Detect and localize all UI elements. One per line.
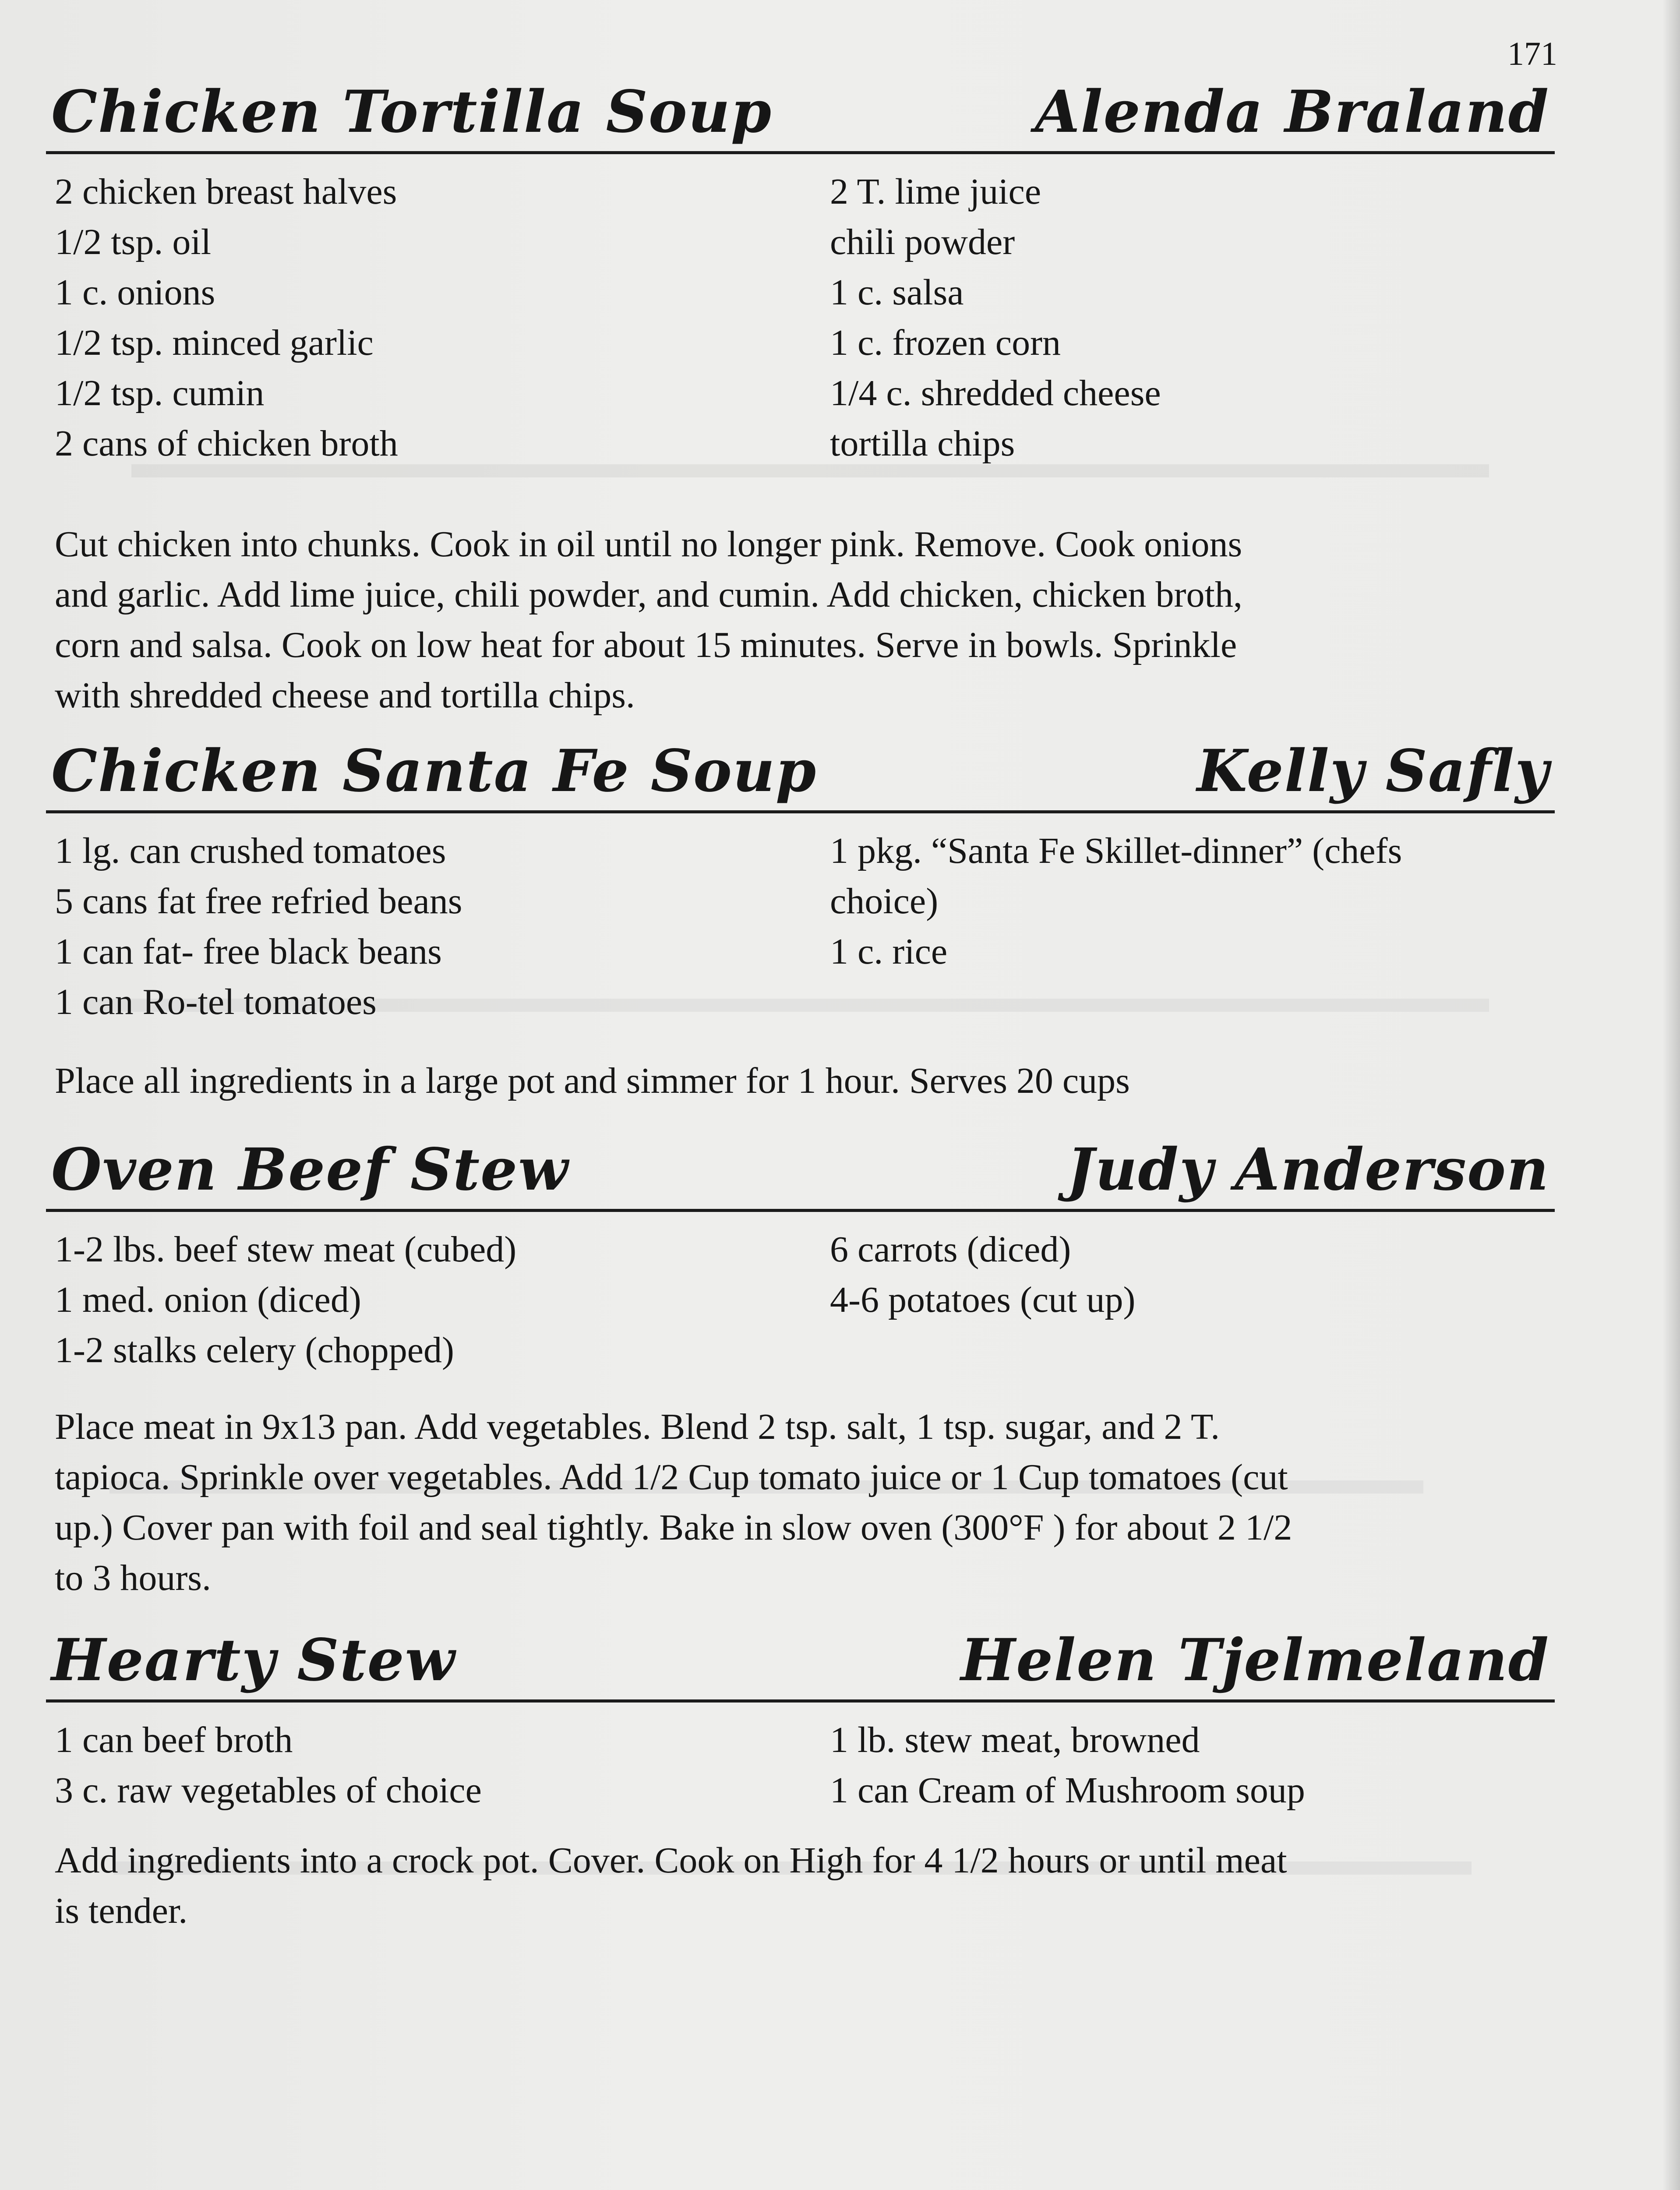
recipe-directions	[55, 519, 1553, 721]
ingredient: 1/2 tsp. cumin	[55, 373, 265, 413]
ingredient: 1/4 c. shredded cheese	[830, 373, 1161, 413]
page-edge-shadow	[1662, 0, 1680, 2190]
ingredient: 2 chicken breast halves	[55, 171, 397, 212]
ingredients-right	[830, 1715, 1305, 1816]
recipe-author: Judy Anderson	[1067, 1136, 1549, 1204]
ingredient: 1/2 tsp. oil	[55, 222, 212, 262]
ingredient: 1 c. salsa	[830, 272, 964, 313]
directions-line: tapioca. Sprinkle over vegetables. Add 1/2 Cup tomato juice or 1 Cup tomatoes (cut	[55, 1457, 1288, 1498]
ingredient: 1 c. onions	[55, 272, 215, 313]
ingredient: choice)	[830, 881, 939, 922]
ingredient: 5 cans fat free refried beans	[55, 881, 462, 922]
recipe-title: Hearty Stew	[51, 1626, 456, 1694]
ingredient: 1 med. onion (diced)	[55, 1279, 361, 1320]
recipe-author: Helen Tjelmeland	[960, 1626, 1549, 1694]
directions-line: is tender.	[55, 1890, 188, 1931]
ingredient: 1 lb. stew meat, browned	[830, 1720, 1200, 1760]
recipe-oven-beef-stew	[46, 1136, 1555, 1598]
recipe-directions	[55, 1402, 1553, 1603]
recipe-header	[46, 1136, 1555, 1212]
recipe-title: Oven Beef Stew	[51, 1136, 569, 1204]
recipe-chicken-tortilla-soup	[46, 78, 1555, 716]
ingredients-left	[55, 1715, 482, 1816]
recipe-author: Alenda Braland	[1035, 78, 1549, 146]
ingredients-left	[55, 1224, 516, 1375]
directions-line: with shredded cheese and tortilla chips.	[55, 675, 635, 716]
ingredient: 1 can fat- free black beans	[55, 931, 442, 972]
directions-line: corn and salsa. Cook on low heat for about 15 minutes. Serve in bowls. Sprinkle	[55, 625, 1237, 665]
ingredient: 2 cans of chicken broth	[55, 423, 398, 464]
ingredient: 1 lg. can crushed tomatoes	[55, 830, 446, 871]
directions-line: to 3 hours.	[55, 1558, 211, 1598]
ingredients-left	[55, 166, 398, 469]
recipe-header	[46, 1626, 1555, 1703]
ingredient: 1 pkg. “Santa Fe Skillet-dinner” (chefs	[830, 830, 1402, 871]
recipe-author: Kelly Safly	[1196, 737, 1549, 805]
ingredient: chili powder	[830, 222, 1015, 262]
ingredient: 1 can beef broth	[55, 1720, 293, 1760]
ingredient: 1 c. frozen corn	[830, 322, 1061, 363]
ingredient: 2 T. lime juice	[830, 171, 1041, 212]
ingredients-right	[830, 1224, 1135, 1325]
recipe-title: Chicken Santa Fe Soup	[51, 737, 817, 805]
ingredient: 1-2 lbs. beef stew meat (cubed)	[55, 1229, 517, 1270]
ingredient: 6 carrots (diced)	[830, 1229, 1071, 1270]
recipe-directions	[55, 1056, 1553, 1106]
page-number: 171	[1507, 35, 1557, 72]
directions-line: Add ingredients into a crock pot. Cover. Cook on High for 4 1/2 hours or until meat	[55, 1840, 1287, 1881]
ingredient: 1 can Ro-tel tomatoes	[55, 982, 377, 1022]
ingredient: 3 c. raw vegetables of choice	[55, 1770, 482, 1811]
recipe-header	[46, 737, 1555, 813]
recipe-hearty-stew	[46, 1626, 1555, 1931]
directions-line: Cut chicken into chunks. Cook in oil until no longer pink. Remove. Cook onions	[55, 524, 1242, 565]
ingredient: 4-6 potatoes (cut up)	[830, 1279, 1136, 1320]
ingredient: tortilla chips	[830, 423, 1015, 464]
directions-line: up.) Cover pan with foil and seal tightly. Bake in slow oven (300°F ) for about 2 1/2	[55, 1507, 1292, 1548]
ingredient: 1-2 stalks celery (chopped)	[55, 1330, 454, 1371]
directions-line: Place all ingredients in a large pot and simmer for 1 hour. Serves 20 cups	[55, 1060, 1130, 1101]
recipe-chicken-santa-fe-soup	[46, 737, 1555, 1101]
ingredient: 1 can Cream of Mushroom soup	[830, 1770, 1305, 1811]
recipe-directions	[55, 1835, 1553, 1936]
ingredients-right	[830, 826, 1402, 977]
ingredient: 1 c. rice	[830, 931, 948, 972]
directions-line: Place meat in 9x13 pan. Add vegetables. Blend 2 tsp. salt, 1 tsp. sugar, and 2 T.	[55, 1406, 1220, 1447]
ingredients-left	[55, 826, 462, 1027]
recipe-header	[46, 78, 1555, 154]
ingredients-right	[830, 166, 1161, 469]
directions-line: and garlic. Add lime juice, chili powder, and cumin. Add chicken, chicken broth,	[55, 574, 1242, 615]
recipe-title: Chicken Tortilla Soup	[51, 78, 773, 146]
ingredient: 1/2 tsp. minced garlic	[55, 322, 374, 363]
